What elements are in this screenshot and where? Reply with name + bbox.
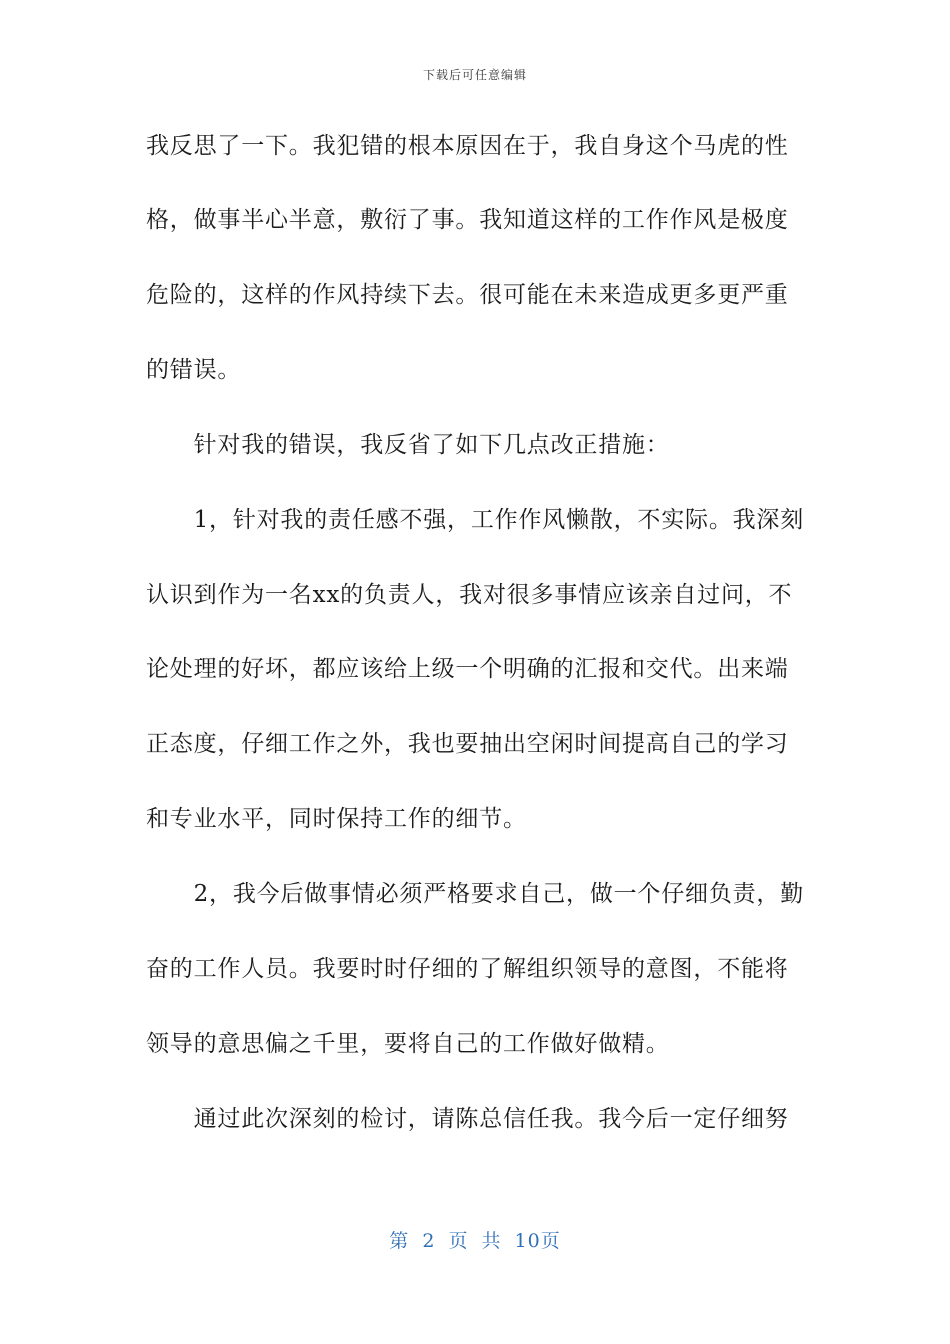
- paragraph-line: 通过此次深刻的检讨，请陈总信任我。我今后一定仔细努: [146, 1106, 789, 1132]
- body-line: 格，做事半心半意，敷衍了事。我知道这样的工作作风是极度: [146, 207, 789, 233]
- body-line: 论处理的好坏，都应该给上级一个明确的汇报和交代。出来端: [146, 656, 789, 682]
- paragraph-line: 2，我今后做事情必须严格要求自己，做一个仔细负责，勤: [146, 881, 805, 907]
- page-number-footer: 第 2 页 共 10页: [389, 1230, 561, 1252]
- body-line: 的错误。: [146, 357, 242, 383]
- body-line: 危险的，这样的作风持续下去。很可能在未来造成更多更严重: [146, 282, 789, 308]
- page-header: 下载后可任意编辑: [422, 68, 527, 82]
- body-line: 奋的工作人员。我要时时仔细的了解组织领导的意图，不能将: [146, 956, 789, 982]
- body-line: 认识到作为一名xx的负责人，我对很多事情应该亲自过问，不: [146, 582, 793, 608]
- paragraph-line: 针对我的错误，我反省了如下几点改正措施：: [146, 432, 670, 458]
- body-line: 领导的意思偏之千里，要将自己的工作做好做精。: [146, 1031, 670, 1057]
- body-line: 和专业水平，同时保持工作的细节。: [146, 806, 527, 832]
- paragraph-line: 1，针对我的责任感不强，工作作风懒散，不实际。我深刻: [146, 507, 805, 533]
- body-line: 正态度，仔细工作之外，我也要抽出空闲时间提高自己的学习: [146, 731, 789, 757]
- body-line: 我反思了一下。我犯错的根本原因在于，我自身这个马虎的性: [146, 133, 789, 159]
